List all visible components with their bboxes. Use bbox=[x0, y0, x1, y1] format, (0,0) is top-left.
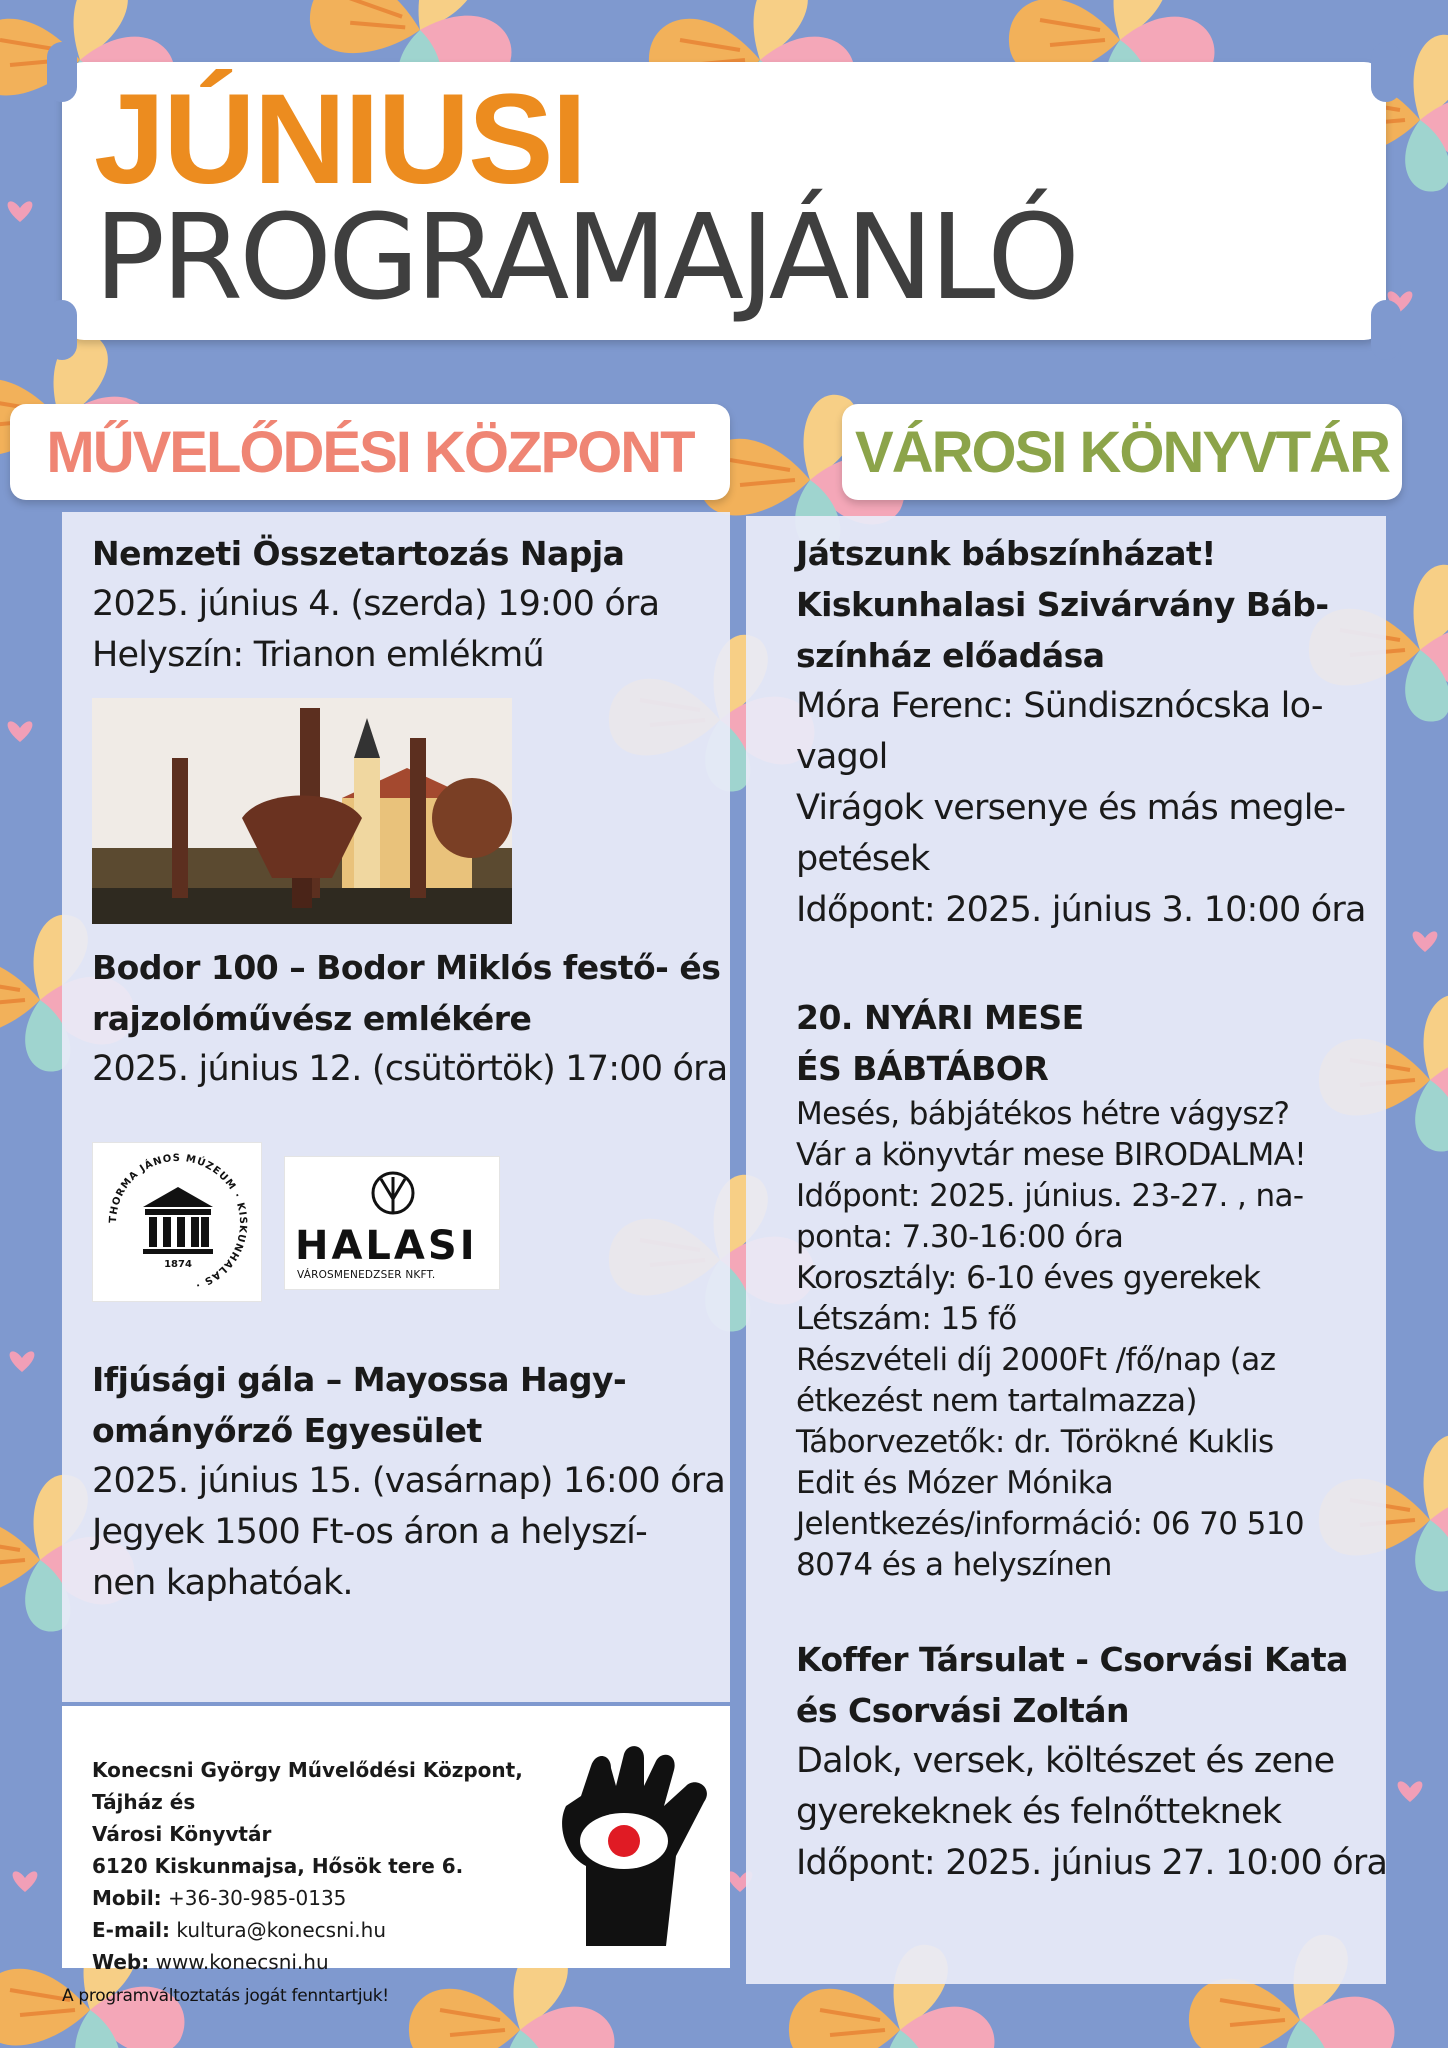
event-date: Időpont: 2025. június 3. 10:00 óra bbox=[796, 890, 1366, 930]
org-name: Városi Könyvtár bbox=[92, 1822, 272, 1846]
event-line: 8074 és a helyszínen bbox=[796, 1547, 1112, 1583]
event-line: Dalok, versek, költészet és zene bbox=[796, 1741, 1335, 1781]
contact-email: E-mail: kultura@konecsni.hu bbox=[92, 1918, 387, 1942]
event-title-line: Bodor 100 – Bodor Miklós festő- és bbox=[92, 948, 721, 987]
halasi-monogram-icon bbox=[369, 1169, 417, 1217]
event-babszinhaz bbox=[796, 528, 1396, 936]
section-header-muvelodesi-kozpont bbox=[10, 404, 730, 500]
event-line: Táborvezetők: dr. Törökné Kuklis bbox=[796, 1424, 1274, 1460]
org-address: 6120 Kiskunmajsa, Hősök tere 6. bbox=[92, 1854, 464, 1878]
event-date: 2025. június 4. (szerda) 19:00 óra bbox=[92, 584, 660, 624]
section-title-right: VÁROSI KÖNYVTÁR bbox=[855, 419, 1389, 485]
event-line: petések bbox=[796, 839, 930, 879]
section-title-left: MŰVELŐDÉSI KÖZPONT bbox=[46, 419, 694, 485]
thorma-janos-museum-logo bbox=[92, 1142, 262, 1302]
event-title-line: Játszunk bábszínházat! bbox=[796, 534, 1216, 573]
trianon-memorial-photo bbox=[92, 698, 512, 924]
event-koffer-tarsulat bbox=[796, 1634, 1396, 1889]
event-line: ponta: 7.30-16:00 óra bbox=[796, 1219, 1124, 1255]
halasi-varosmenedzser-logo bbox=[284, 1156, 500, 1290]
section-header-varosi-konyvtar bbox=[842, 404, 1402, 500]
konecsni-hand-eye-logo-icon bbox=[546, 1746, 722, 1952]
event-title-line: ományőrző Egyesület bbox=[92, 1411, 482, 1450]
contact-mobile: Mobil: +36-30-985-0135 bbox=[92, 1886, 347, 1910]
event-line: Korosztály: 6-10 éves gyerekek bbox=[796, 1260, 1261, 1296]
museum-ring-text: THORMA JÁNOS MÚZEUM · KISKUNHALAS · bbox=[107, 1152, 249, 1291]
title-banner bbox=[62, 62, 1386, 340]
event-title-line: Kiskunhalasi Szivárvány Báb- bbox=[796, 585, 1329, 624]
contact-box bbox=[62, 1706, 730, 1974]
event-line: Virágok versenye és más megle- bbox=[796, 788, 1346, 828]
event-ticket-info: Jegyek 1500 Ft-os áron a helyszí- bbox=[92, 1512, 647, 1552]
event-date: 2025. június 15. (vasárnap) 16:00 óra bbox=[92, 1461, 726, 1501]
contact-web: Web: www.konecsni.hu bbox=[92, 1950, 329, 1974]
event-title: Nemzeti Összetartozás Napja bbox=[92, 534, 625, 573]
event-date: Időpont: 2025. június 27. 10:00 óra bbox=[796, 1843, 1388, 1883]
event-title-line: és Csorvási Zoltán bbox=[796, 1691, 1129, 1730]
event-line: Jelentkezés/információ: 06 70 510 bbox=[796, 1506, 1304, 1542]
event-title-line: ÉS BÁBTÁBOR bbox=[796, 1049, 1049, 1088]
event-line: Edit és Mózer Mónika bbox=[796, 1465, 1113, 1501]
event-line: Móra Ferenc: Sündisznócska lo- bbox=[796, 686, 1323, 726]
event-title-line: rajzolóművész emlékére bbox=[92, 999, 532, 1038]
event-title-line: Ifjúsági gála – Mayossa Hagy- bbox=[92, 1360, 627, 1399]
event-nyari-mese-babtabor bbox=[796, 992, 1396, 1586]
event-title-line: 20. NYÁRI MESE bbox=[796, 998, 1084, 1037]
event-line: gyerekeknek és felnőtteknek bbox=[796, 1792, 1282, 1832]
org-name: Konecsni György Művelődési Központ, Tájház és bbox=[92, 1758, 523, 1814]
event-line: vagol bbox=[796, 737, 888, 777]
event-bodor-100 bbox=[92, 942, 732, 1095]
event-line: Részvételi díj 2000Ft /fő/nap (az bbox=[796, 1342, 1276, 1378]
title-line-2: PROGRAMAJÁNLÓ bbox=[94, 188, 1077, 326]
event-line: Mesés, bábjátékos hétre vágysz? bbox=[796, 1096, 1290, 1132]
event-ticket-info: nen kaphatóak. bbox=[92, 1563, 353, 1603]
event-location: Helyszín: Trianon emlékmű bbox=[92, 635, 544, 675]
halasi-subtitle: VÁROSMENEDZSER NKFT. bbox=[297, 1269, 436, 1281]
event-nemzeti-osszetartozas bbox=[92, 528, 732, 681]
footer-note: A programváltoztatás jogát fenntartjuk! bbox=[62, 1986, 389, 2006]
title-line-1: JÚNIUSI bbox=[94, 68, 585, 211]
event-line: Időpont: 2025. június. 23-27. , na- bbox=[796, 1178, 1304, 1214]
event-line: Létszám: 15 fő bbox=[796, 1301, 1017, 1337]
event-title-line: színház előadása bbox=[796, 636, 1105, 675]
event-date: 2025. június 12. (csütörtök) 17:00 óra bbox=[92, 1049, 728, 1089]
event-line: étkezést nem tartalmazza) bbox=[796, 1383, 1197, 1419]
event-line: Vár a könyvtár mese BIRODALMA! bbox=[796, 1137, 1307, 1173]
halasi-word: HALASI bbox=[295, 1223, 478, 1269]
event-ifjusagi-gala bbox=[92, 1354, 732, 1609]
museum-year: 1874 bbox=[164, 1259, 192, 1270]
event-title-line: Koffer Társulat - Csorvási Kata bbox=[796, 1640, 1348, 1679]
